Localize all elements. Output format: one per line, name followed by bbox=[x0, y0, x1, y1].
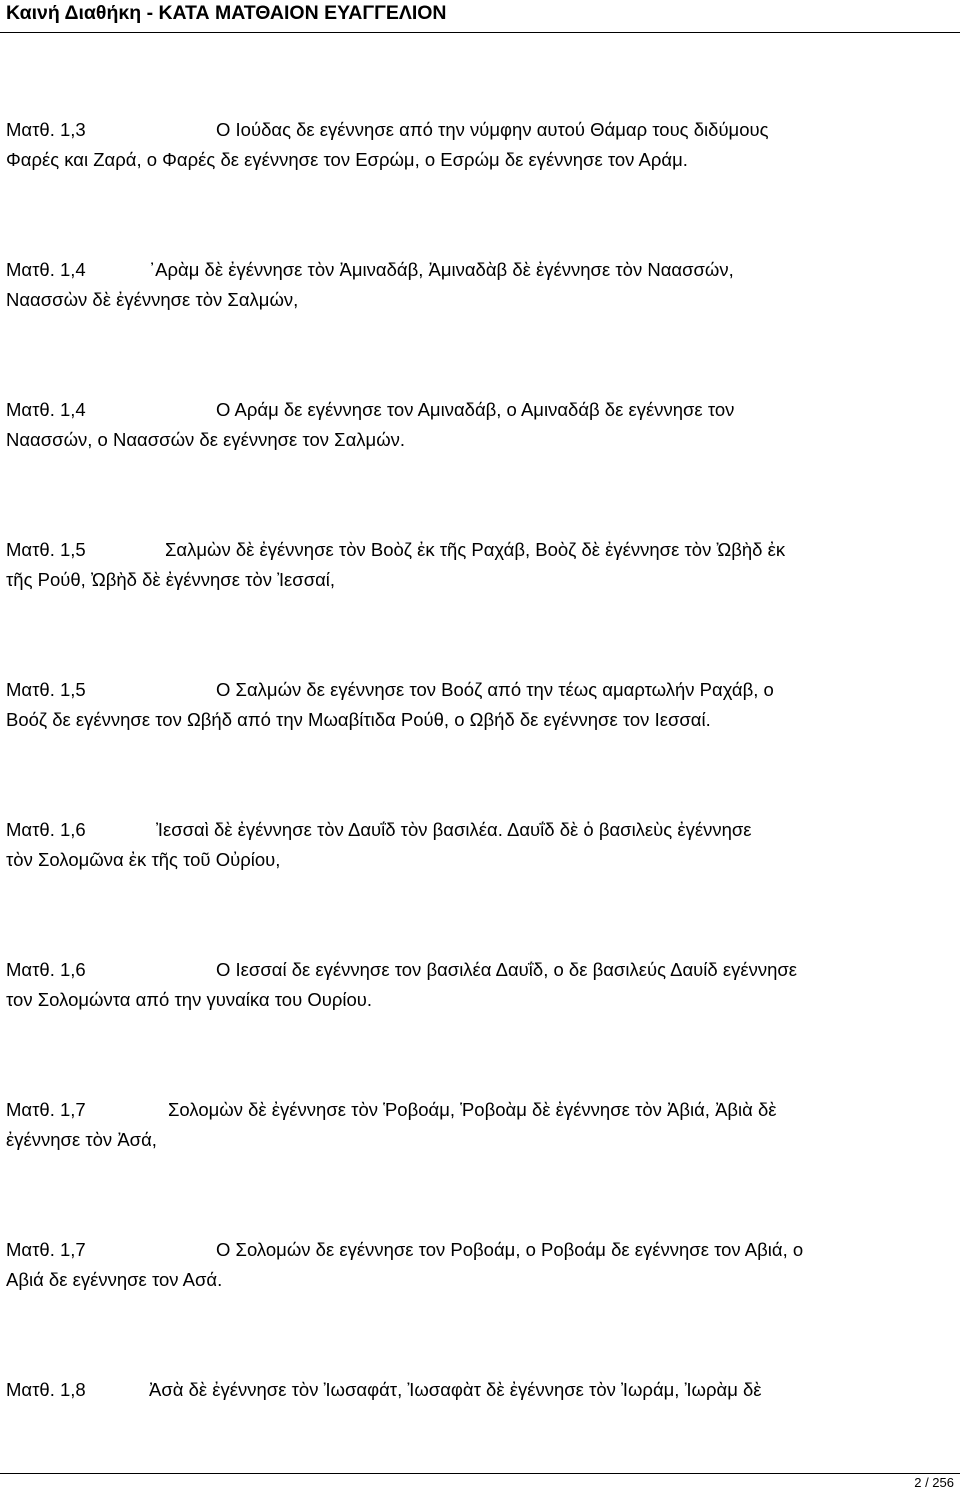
verse-text-line: Σολομὼν δὲ ἐγέννησε τὸν Ῥοβοάμ, Ῥοβοὰμ δὲ ἐγέννησε τὸν Ἀβιά, Ἀβιὰ δὲ bbox=[168, 1099, 777, 1120]
verse-reference: Ματθ. 1,4 bbox=[6, 259, 86, 280]
verse-block bbox=[6, 815, 956, 875]
verse-block bbox=[6, 255, 956, 315]
page-number: 2 / 256 bbox=[914, 1475, 954, 1490]
verse-text-line: Ο Σολομών δε εγέννησε τον Ροβοάμ, ο Ροβοάμ δε εγέννησε τον Αβιά, ο bbox=[216, 1239, 804, 1260]
verse-reference: Ματθ. 1,8 bbox=[6, 1379, 86, 1400]
verse-text-line: Ο Σαλμών δε εγέννησε τον Βοόζ από την τέως αμαρτωλήν Ραχάβ, ο bbox=[216, 679, 774, 700]
verse-reference: Ματθ. 1,7 bbox=[6, 1239, 86, 1260]
verse-block bbox=[6, 1235, 956, 1295]
verse-text-line: τὸν Σολομῶνα ἐκ τῆς τοῦ Οὐρίου, bbox=[6, 849, 281, 870]
verse-text-line: Ο Αράμ δε εγέννησε τον Αμιναδάβ, ο Αμιναδάβ δε εγέννησε τον bbox=[216, 399, 735, 420]
verse-text-line: Σαλμὼν δὲ ἐγέννησε τὸν Βοὸζ ἐκ τῆς Ραχάβ, Βοὸζ δὲ ἐγέννησε τὸν Ὠβὴδ ἐκ bbox=[165, 539, 786, 560]
verse-text-line: Ἰεσσαὶ δὲ ἐγέννησε τὸν Δαυΐδ τὸν βασιλέα. Δαυΐδ δὲ ὁ βασιλεὺς ἐγέννησε bbox=[156, 819, 752, 840]
verse-reference: Ματθ. 1,6 bbox=[6, 819, 86, 840]
verse-text-line: Ναασσών, ο Ναασσών δε εγέννησε τον Σαλμών. bbox=[6, 429, 406, 450]
verse-reference: Ματθ. 1,3 bbox=[6, 119, 86, 140]
verse-block bbox=[6, 675, 956, 735]
verse-block bbox=[6, 395, 956, 455]
verse-block bbox=[6, 1095, 956, 1155]
verse-text-line: Βοόζ δε εγέννησε τον Ωβήδ από την Μωαβίτιδα Ρούθ, ο Ωβήδ δε εγέννησε τον Ιεσσαί. bbox=[6, 709, 711, 730]
footer-divider bbox=[0, 1473, 960, 1474]
verse-text-line: τῆς Ρούθ, Ὠβὴδ δὲ ἐγέννησε τὸν Ἰεσσαί, bbox=[6, 569, 336, 590]
verse-text-line: Ο Ιούδας δε εγέννησε από την νύμφην αυτού Θάμαρ τους διδύμους bbox=[216, 119, 769, 140]
document-title: Καινή Διαθήκη - ΚΑΤΑ ΜΑΤΘΑΙΟΝ ΕΥΑΓΓΕΛΙΟΝ bbox=[6, 2, 447, 24]
verse-text-line: ᾿Αρὰμ δὲ ἐγέννησε τὸν Ἀμιναδάβ, Ἀμιναδὰβ δὲ ἐγέννησε τὸν Ναασσών, bbox=[149, 259, 734, 280]
verse-reference: Ματθ. 1,5 bbox=[6, 679, 86, 700]
verse-text-line: Ἀσὰ δὲ ἐγέννησε τὸν Ἰωσαφάτ, Ἰωσαφὰτ δὲ ἐγέννησε τὸν Ἰωράμ, Ἰωρὰμ δὲ bbox=[149, 1379, 762, 1400]
verse-reference: Ματθ. 1,5 bbox=[6, 539, 86, 560]
verse-reference: Ματθ. 1,6 bbox=[6, 959, 86, 980]
title-divider bbox=[0, 32, 960, 33]
verse-text-line: Ο Ιεσσαί δε εγέννησε τον βασιλέα Δαυΐδ, ο δε βασιλεύς Δαυίδ εγέννησε bbox=[216, 959, 798, 980]
verse-reference: Ματθ. 1,7 bbox=[6, 1099, 86, 1120]
verse-text-line: Ναασσὼν δὲ ἐγέννησε τὸν Σαλμών, bbox=[6, 289, 299, 310]
verse-block bbox=[6, 955, 956, 1015]
verse-block bbox=[6, 535, 956, 595]
verse-reference: Ματθ. 1,4 bbox=[6, 399, 86, 420]
verse-text-line: Φαρές και Ζαρά, ο Φαρές δε εγέννησε τον Εσρώμ, ο Εσρώμ δε εγέννησε τον Αράμ. bbox=[6, 149, 688, 170]
verse-block bbox=[6, 115, 956, 175]
verse-text-line: τον Σολομώντα από την γυναίκα του Ουρίου. bbox=[6, 989, 373, 1010]
verse-text-line: ἐγέννησε τὸν Ἀσά, bbox=[6, 1129, 157, 1150]
verse-block bbox=[6, 1375, 956, 1405]
verse-text-line: Αβιά δε εγέννησε τον Ασά. bbox=[6, 1269, 223, 1290]
